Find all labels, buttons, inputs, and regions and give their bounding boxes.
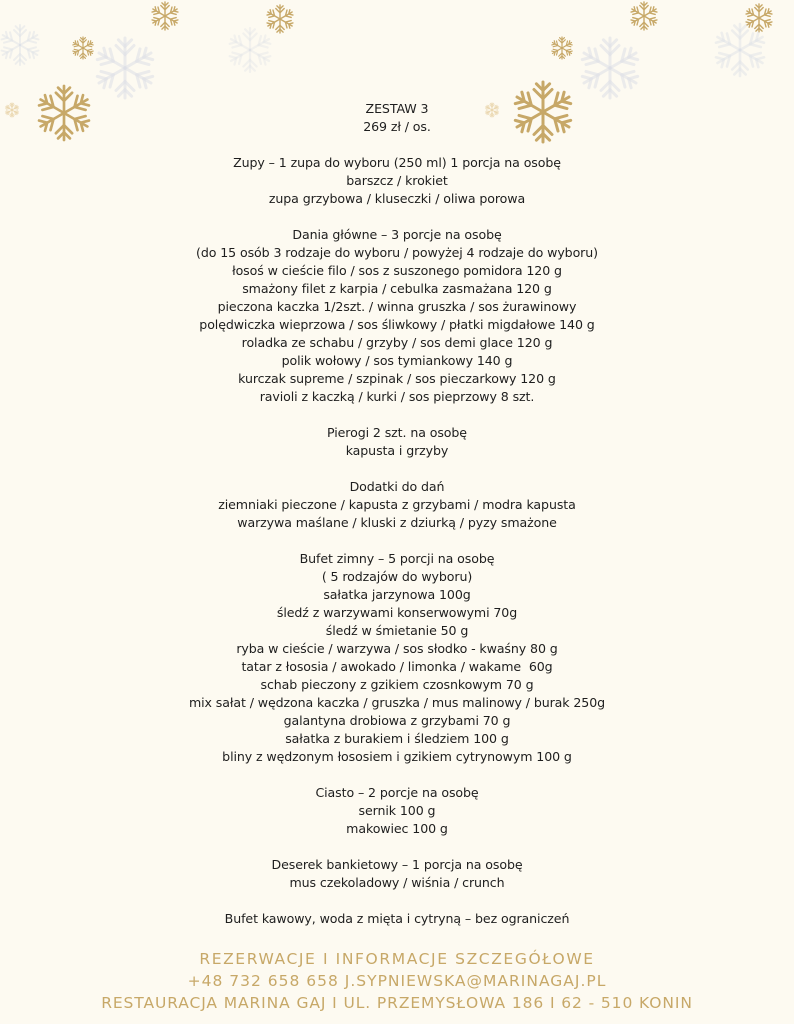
- cold-buffet-heading: Bufet zimny – 5 porcji na osobę: [299, 551, 495, 566]
- dessert-item: mus czekoladowy / wiśnia / crunch: [289, 875, 505, 890]
- cold-buffet-item: sałatka jarzynowa 100g: [323, 587, 471, 602]
- snowflake-icon: [151, 2, 179, 30]
- cold-buffet-note: ( 5 rodzajów do wyboru): [321, 569, 473, 584]
- set-title: ZESTAW 3: [365, 101, 429, 116]
- side-item: warzywa maślane / kluski z dziurką / pyzy smażone: [237, 515, 557, 530]
- cake-section: [0, 784, 794, 838]
- snowflake-icon: [72, 37, 94, 59]
- main-item: roladka ze schabu / grzyby / sos demi glace 120 g: [241, 335, 553, 350]
- cold-buffet-item: schab pieczony z gzikiem czosnkowym 70 g: [260, 677, 534, 692]
- cake-item: makowiec 100 g: [346, 821, 448, 836]
- pierogi-item: kapusta i grzyby: [345, 443, 449, 458]
- pierogi-heading: Pierogi 2 szt. na osobę: [327, 425, 467, 440]
- snowflake-icon: [266, 5, 294, 33]
- cold-buffet-item: sałatka z burakiem i śledziem 100 g: [285, 731, 509, 746]
- cold-buffet-item: galantyna drobiowa z grzybami 70 g: [283, 713, 511, 728]
- soups-heading: Zupy – 1 zupa do wyboru (250 ml) 1 porcja na osobę: [233, 155, 561, 170]
- snowflake-icon: [580, 38, 641, 98]
- soups-section: [0, 154, 794, 208]
- main-item: ravioli z kaczką / kurki / sos pieprzowy 8 szt.: [259, 389, 535, 404]
- main-item: pieczona kaczka 1/2szt. / winna gruszka / sos żurawinowy: [217, 299, 577, 314]
- dessert-section: [0, 856, 794, 892]
- footer-address: RESTAURACJA MARINA GAJ I UL. PRZEMYSŁOWA 186 I 62 - 510 KONIN: [101, 994, 693, 1012]
- coffee-section: [0, 910, 794, 928]
- snowflake-icon: [630, 2, 658, 30]
- snowflake-icon: [714, 24, 767, 76]
- cake-item: sernik 100 g: [358, 803, 436, 818]
- dessert-heading: Deserek bankietowy – 1 porcja na osobę: [271, 857, 523, 872]
- main-item: łosoś w cieście filo / sos z suszonego pomidora 120 g: [232, 263, 562, 278]
- cold-buffet-item: śledź w śmietanie 50 g: [325, 623, 469, 638]
- coffee-heading: Bufet kawowy, woda z mięta i cytryną – bez ograniczeń: [224, 911, 570, 926]
- mains-note: (do 15 osób 3 rodzaje do wyboru / powyżej 4 rodzaje do wyboru): [196, 245, 598, 260]
- pierogi-section: [0, 424, 794, 460]
- main-item: kurczak supreme / szpinak / sos pieczarkowy 120 g: [238, 371, 556, 386]
- snowflake-icon: [551, 37, 573, 59]
- mains-heading: Dania główne – 3 porcje na osobę: [292, 227, 502, 242]
- main-item: smażony filet z karpia / cebulka zasmażana 120 g: [242, 281, 552, 296]
- side-item: ziemniaki pieczone / kapusta z grzybami / modra kapusta: [218, 497, 576, 512]
- cold-buffet-item: tatar z łososia / awokado / limonka / wakame 60g: [241, 659, 553, 674]
- snowflake-icon: [95, 38, 156, 98]
- set-price: 269 zł / os.: [363, 119, 431, 134]
- footer-contact[interactable]: +48 732 658 658 J.SYPNIEWSKA@MARINAGAJ.PL: [187, 972, 607, 990]
- snowflake-icon: [228, 28, 273, 72]
- menu-content: [0, 100, 794, 946]
- cold-buffet-section: [0, 550, 794, 766]
- cold-buffet-item: śledź z warzywami konserwowymi 70g: [276, 605, 518, 620]
- cake-heading: Ciasto – 2 porcje na osobę: [315, 785, 479, 800]
- main-item: polędwiczka wieprzowa / sos śliwkowy / płatki migdałowe 140 g: [199, 317, 595, 332]
- soup-item: barszcz / krokiet: [346, 173, 448, 188]
- mains-section: [0, 226, 794, 406]
- cold-buffet-item: mix sałat / wędzona kaczka / gruszka / mus malinowy / burak 250g: [188, 695, 606, 710]
- cold-buffet-item: bliny z wędzonym łososiem i gzikiem cytrynowym 100 g: [222, 749, 572, 764]
- snowflake-icon: [745, 4, 773, 32]
- footer-reservations: REZERWACJE I INFORMACJE SZCZEGÓŁOWE: [199, 950, 595, 968]
- main-item: polik wołowy / sos tymiankowy 140 g: [281, 353, 513, 368]
- contact-footer: [0, 948, 794, 1014]
- snowflake-icon: [0, 25, 40, 65]
- soup-item: zupa grzybowa / kluseczki / oliwa porowa: [268, 191, 526, 206]
- sides-section: [0, 478, 794, 532]
- header-section: [0, 100, 794, 136]
- cold-buffet-item: ryba w cieście / warzywa / sos słodko - kwaśny 80 g: [236, 641, 558, 656]
- sides-heading: Dodatki do dań: [349, 479, 445, 494]
